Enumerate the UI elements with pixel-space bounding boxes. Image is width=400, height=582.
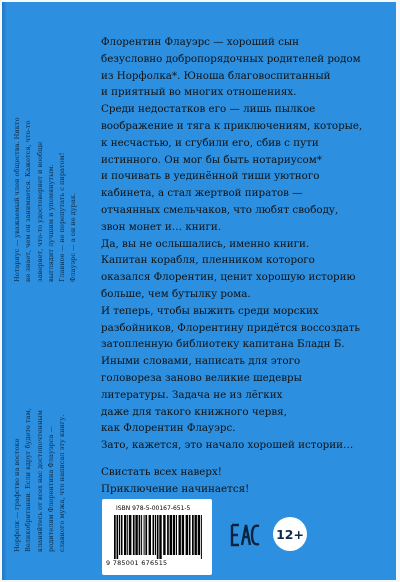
blurb-line: И теперь, чтобы выжить среди морских xyxy=(101,304,319,317)
barcode-bars xyxy=(112,515,204,559)
note-line: славного мужа, что написал эту книгу. xyxy=(58,414,67,552)
note-line: родителям Флорентина Флауэрса — xyxy=(46,425,55,552)
eac-certification-mark xyxy=(230,522,260,548)
blurb-line: и приятный во многих отношениях. xyxy=(101,86,297,99)
blurb-line: безусловно добропорядочных родителей родом xyxy=(101,52,361,65)
blurb-line: Среди недостатков его — лишь пылкое xyxy=(101,103,316,116)
cover-spine-edge xyxy=(2,2,8,580)
blurb-line: Флорентин Флауэрс — хороший сын xyxy=(101,36,299,48)
note-line: не знает, чем он занимается. Кажется, что-то xyxy=(24,120,33,282)
note-line: Флауэрс — а он не дурак. xyxy=(69,192,78,282)
age-rating-badge: 12+ xyxy=(273,517,307,551)
blurb-line: затопленную библиотеку капитана Бладн Б. xyxy=(101,338,345,351)
blurb-line: и почивать в уединённой тиши уютного xyxy=(101,170,320,183)
blurb-line: истинного. Он мог бы быть нотариусом* xyxy=(101,153,322,166)
blurb-line: кабинета, а стал жертвой пиратов — xyxy=(101,187,303,200)
note-line: Великобритании. Если вдруг будете там, xyxy=(24,408,33,552)
note-line: выглядит лучшим и упомянутым. xyxy=(46,164,55,282)
blurb-line: Капитан корабля, пленником которого xyxy=(101,254,315,267)
footnote-norfolk xyxy=(12,302,68,552)
isbn-label: ISBN 978-5-00167-651-5 xyxy=(116,505,191,512)
footnote-notary xyxy=(12,32,80,282)
side-notes xyxy=(10,32,90,552)
blurb-text xyxy=(101,34,393,498)
closing-line: Свистать всех наверх! xyxy=(101,465,222,478)
note-line: Норфолк — графство на востоке xyxy=(13,438,21,552)
blurb-line: оказался Флорентин, ценит хорошую историю xyxy=(101,271,356,284)
blurb-line: Иными словами, написать для этого xyxy=(101,355,301,368)
blurb-line: звон монет и… книги. xyxy=(101,220,222,233)
blurb-line: больше, чем бутылку рома. xyxy=(101,287,251,300)
blurb-line: литературы. Задача не из лёгких xyxy=(101,388,283,401)
paragraph-gap xyxy=(101,454,393,464)
blurb-line: как Флорентин Флауэрс. xyxy=(101,422,236,435)
blurb-line: отчаянных смельчаков, что любят свободу, xyxy=(101,203,339,216)
blurb-line: воображение и тяга к приключениям, которые, xyxy=(101,119,363,132)
note-line: кланяйтесь от всех нас достопочтенным xyxy=(35,410,44,552)
isbn-barcode-panel xyxy=(102,499,212,575)
blurb-line: Зато, кажется, это начало хорошей истории… xyxy=(101,439,354,452)
closing-line: Приключение начинается! xyxy=(101,482,250,495)
blurb-line: из Норфолка*. Юноша благовоспитанный xyxy=(101,69,331,82)
note-line: Главное — не перепутать с пиратом! xyxy=(58,152,67,282)
note-line: Нотариус — уважаемый член общества. Никто xyxy=(13,117,21,282)
blurb-line: головореза заново великие шедевры xyxy=(101,371,302,384)
book-back-cover xyxy=(2,2,396,580)
blurb-line: к несчастью, и сгубили его, сбив с пути xyxy=(101,136,319,149)
blurb-line: Да, вы не ослышались, именно книги. xyxy=(101,237,310,250)
barcode-number: 9 785001 676515 xyxy=(106,559,168,567)
blurb-line: разбойников, Флорентину придётся воссоздать xyxy=(101,321,361,334)
blurb-line: даже для такого книжного червя, xyxy=(101,405,287,418)
note-line: заверяет, что-то удостоверяет и вообще xyxy=(35,141,44,282)
